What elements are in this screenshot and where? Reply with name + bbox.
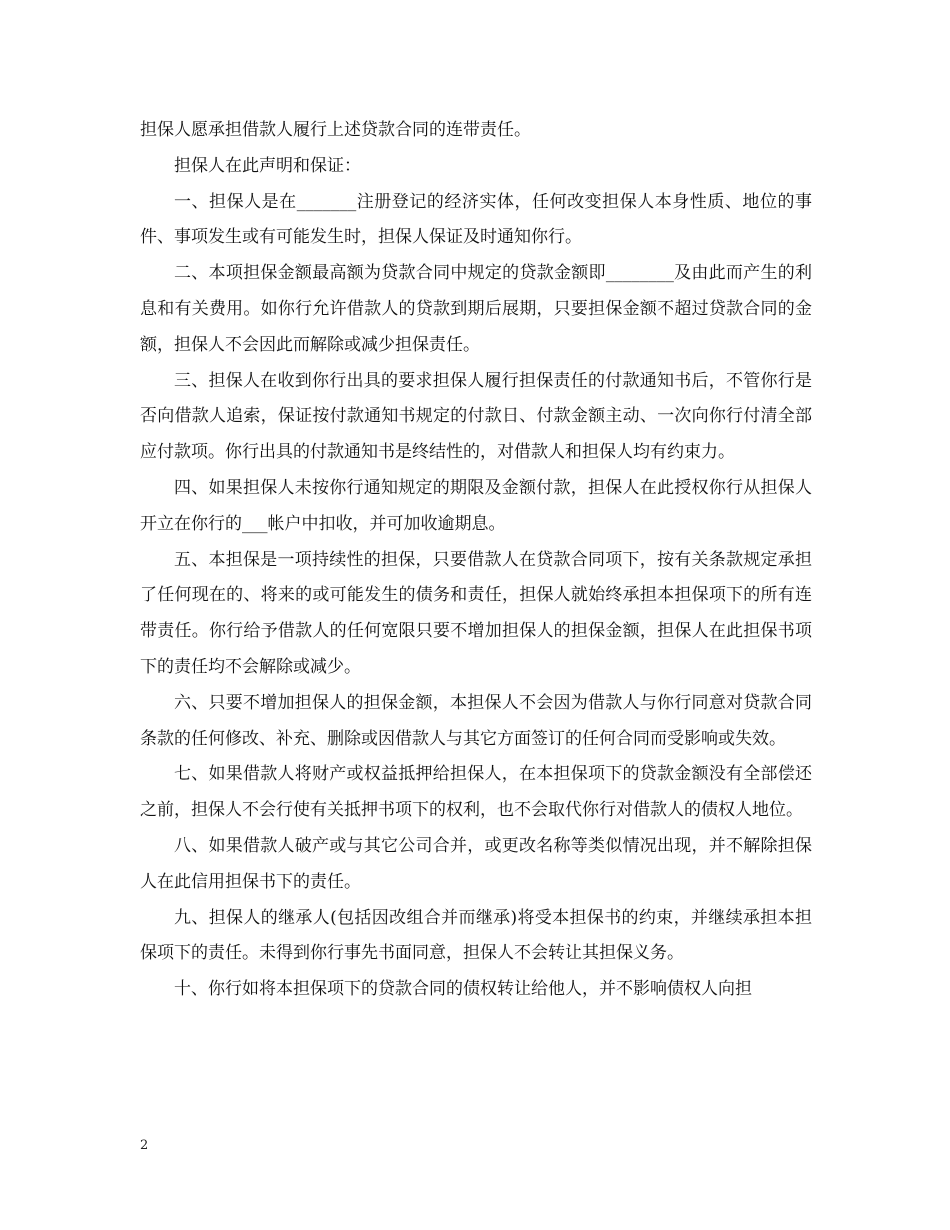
paragraph: 十、你行如将本担保项下的贷款合同的债权转让给他人，并不影响债权人向担 bbox=[174, 979, 752, 1000]
paragraph: 七、如果借款人将财产或权益抵押给担保人，在本担保项下的贷款金额没有全部偿还之前，担保人不会行使有关抵押书项下的权利，也不会取代你行对借款人的债权人地位。 bbox=[140, 764, 812, 821]
paragraph: 二、本项担保金额最高额为贷款合同中规定的贷款金额即________及由此而产生的利息和有关费用。如你行允许借款人的贷款到期后展期，只要担保金额不超过贷款合同的金额，担保人不会因此而解除或减少担保责任。 bbox=[140, 263, 812, 355]
page-number: 2 bbox=[140, 1138, 149, 1153]
paragraph: 三、担保人在收到你行出具的要求担保人履行担保责任的付款通知书后，不管你行是否向借款人追索，保证按付款通知书规定的付款日、付款金额主动、一次向你行付清全部应付款项。你行出具的付款通知书是终结性的，对借款人和担保人均有约束力。 bbox=[140, 370, 812, 463]
paragraph: 八、如果借款人破产或与其它公司合并，或更改名称等类似情况出现，并不解除担保人在此信用担保书下的责任。 bbox=[140, 835, 812, 892]
paragraph: 四、如果担保人未按你行通知规定的期限及金额付款，担保人在此授权你行从担保人开立在你行的___帐户中扣收，并可加收逾期息。 bbox=[140, 477, 812, 534]
paragraph: 担保人愿承担借款人履行上述贷款合同的连带责任。 bbox=[140, 120, 531, 140]
paragraph: 担保人在此声明和保证： bbox=[174, 155, 361, 176]
paragraph: 五、本担保是一项持续性的担保，只要借款人在贷款合同项下，按有关条款规定承担了任何现在的、将来的或可能发生的债务和责任，担保人就始终承担本担保项下的所有连带责任。你行给予借款人的任何宽限只要不增加担保人的担保金额，担保人在此担保书项下的责任均不会解除或减少。 bbox=[140, 549, 812, 677]
paragraph: 九、担保人的继承人(包括因改组合并而继承)将受本担保书的约束，并继续承担本担保项下的责任。未得到你行事先书面同意，担保人不会转让其担保义务。 bbox=[140, 907, 812, 964]
paragraph: 六、只要不增加担保人的担保金额，本担保人不会因为借款人与你行同意对贷款合同条款的任何修改、补充、删除或因借款人与其它方面签订的任何合同而受影响或失效。 bbox=[140, 692, 812, 749]
paragraph: 一、担保人是在_______注册登记的经济实体，任何改变担保人本身性质、地位的事件、事项发生或有可能发生时，担保人保证及时通知你行。 bbox=[140, 191, 812, 248]
document-body bbox=[140, 113, 812, 1008]
